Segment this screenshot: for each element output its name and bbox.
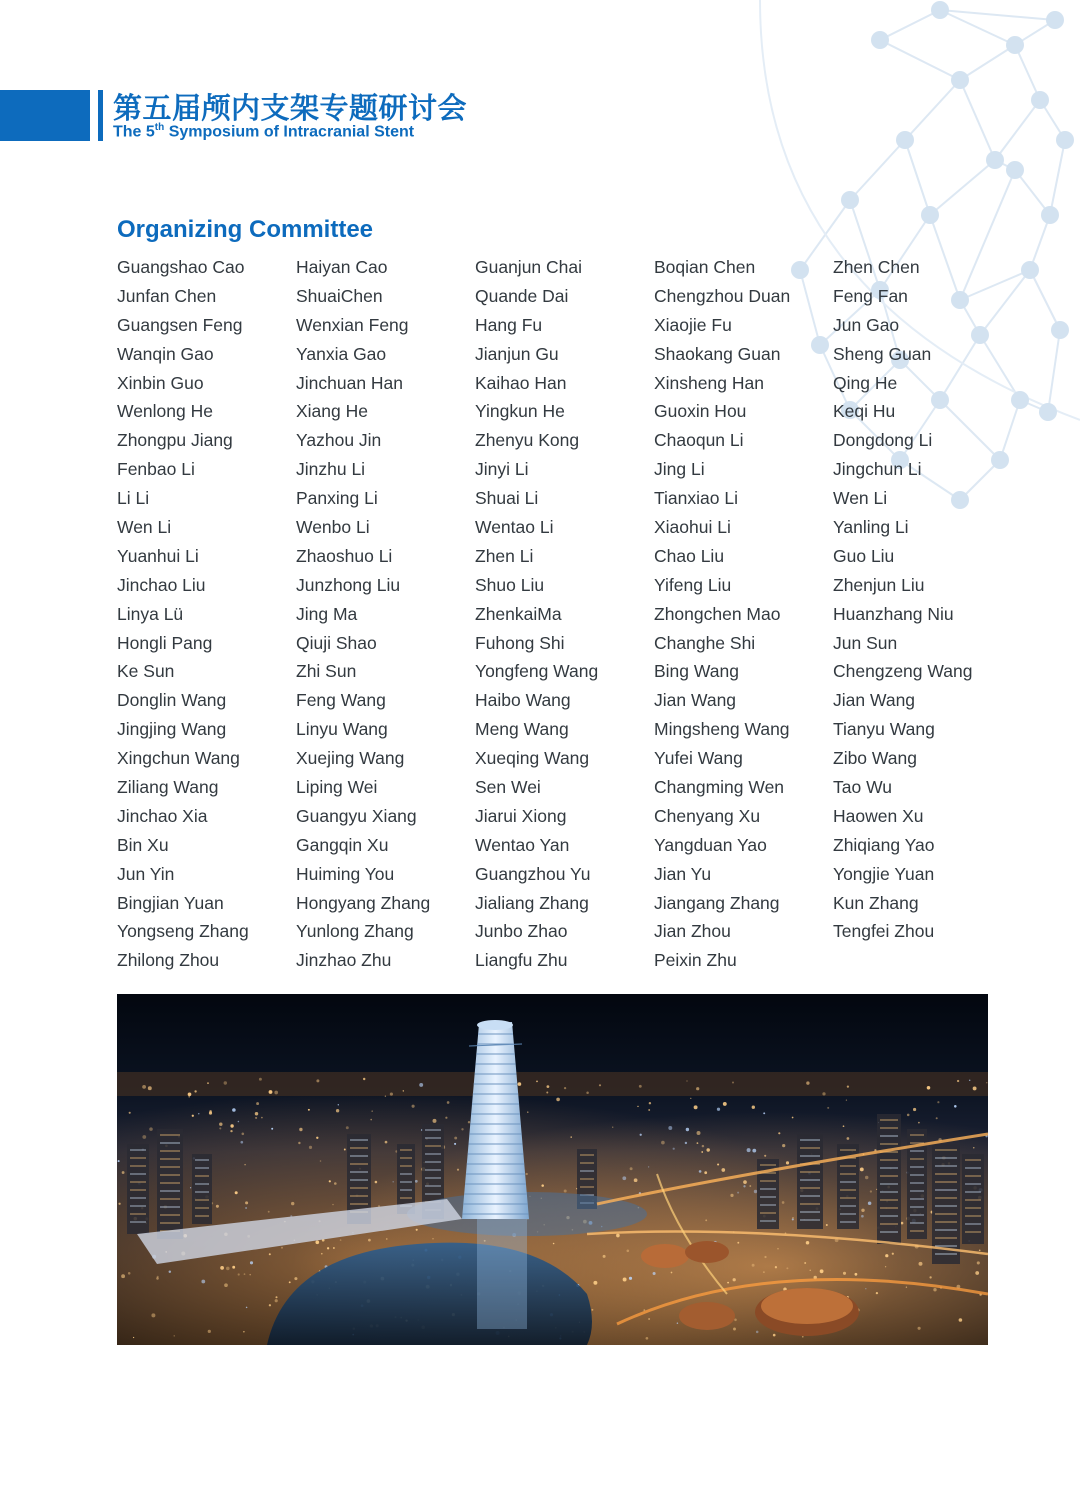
committee-member-name: Sen Wei — [475, 777, 541, 798]
committee-member-name: Jingjing Wang — [117, 719, 227, 740]
committee-member-name: Jinchao Liu — [117, 574, 206, 595]
empty-grid-cell — [833, 946, 997, 975]
committee-member-name: Linya Lü — [117, 603, 184, 624]
committee-member-name: Jianjun Gu — [475, 343, 559, 364]
committee-member-name: Fuhong Shi — [475, 632, 565, 653]
event-title-chinese: 第五届颅内支架专题研讨会 — [113, 93, 468, 125]
committee-member-name: Zhen Li — [475, 545, 534, 566]
committee-member-name: Dongdong Li — [833, 430, 933, 451]
committee-member-name: Xingchun Wang — [117, 748, 240, 769]
committee-member-name: Jian Wang — [654, 690, 737, 711]
committee-member-name: Linyu Wang — [296, 719, 388, 740]
committee-member-name: Zibo Wang — [833, 748, 917, 769]
committee-member-name: Jian Zhou — [654, 921, 731, 942]
committee-member-name: Keqi Hu — [833, 401, 896, 422]
committee-member-name: Junfan Chen — [117, 285, 217, 306]
night-cityscape-photo — [117, 994, 988, 1345]
committee-member-name: Meng Wang — [475, 719, 569, 740]
committee-member-name: Peixin Zhu — [654, 950, 737, 971]
committee-member-name: Li Li — [117, 488, 150, 509]
committee-member-name: Yazhou Jin — [296, 430, 382, 451]
committee-member-name: Jinchuan Han — [296, 372, 404, 393]
committee-member-name: Haowen Xu — [833, 805, 924, 826]
committee-member-name: Yongseng Zhang — [117, 921, 249, 942]
committee-member-name: Xinbin Guo — [117, 372, 204, 393]
committee-member-name: Quande Dai — [475, 285, 569, 306]
committee-member-name: Jun Gao — [833, 314, 900, 335]
committee-member-name: Feng Fan — [833, 285, 908, 306]
committee-member-name: Shuai Li — [475, 488, 539, 509]
committee-member-name: Wanqin Gao — [117, 343, 214, 364]
committee-member-name: Feng Wang — [296, 690, 386, 711]
committee-member-name: Kaihao Han — [475, 372, 567, 393]
committee-member-name: Chao Liu — [654, 545, 725, 566]
committee-member-name: Yufei Wang — [654, 748, 743, 769]
committee-member-name: Guangyu Xiang — [296, 805, 417, 826]
committee-member-name: Jiarui Xiong — [475, 805, 567, 826]
committee-member-name: Liping Wei — [296, 777, 378, 798]
committee-member-name: Huanzhang Niu — [833, 603, 954, 624]
committee-member-name: Mingsheng Wang — [654, 719, 790, 740]
committee-member-name: Zhenyu Kong — [475, 430, 580, 451]
committee-member-name: Xiaojie Fu — [654, 314, 732, 335]
committee-member-name: Junzhong Liu — [296, 574, 401, 595]
committee-member-name: Chengzhou Duan — [654, 285, 791, 306]
committee-member-name: Zhi Sun — [296, 661, 357, 682]
committee-member-name: Yuanhui Li — [117, 545, 199, 566]
committee-member-name: Zhiqiang Yao — [833, 834, 935, 855]
committee-member-name: Jinzhao Zhu — [296, 950, 392, 971]
committee-member-name: Tengfei Zhou — [833, 921, 935, 942]
committee-member-name: Yangduan Yao — [654, 834, 767, 855]
committee-member-name: Wenbo Li — [296, 517, 370, 538]
header-accent-bar — [0, 90, 90, 141]
committee-member-name: Hang Fu — [475, 314, 543, 335]
committee-member-name: Tao Wu — [833, 777, 893, 798]
committee-member-name: Haibo Wang — [475, 690, 571, 711]
committee-member-name: Jialiang Zhang — [475, 892, 589, 913]
committee-member-name: Jing Li — [654, 459, 705, 480]
committee-member-name: Yongjie Yuan — [833, 863, 935, 884]
committee-member-name: Guangzhou Yu — [475, 863, 591, 884]
committee-member-name: Chenyang Xu — [654, 805, 761, 826]
committee-member-name: Guangsen Feng — [117, 314, 243, 335]
committee-member-name: Shaokang Guan — [654, 343, 781, 364]
committee-member-name: Yunlong Zhang — [296, 921, 414, 942]
committee-member-name: ShuaiChen — [296, 285, 383, 306]
committee-member-name: Junbo Zhao — [475, 921, 568, 942]
committee-member-name: Jian Wang — [833, 690, 916, 711]
committee-member-name: Jinzhu Li — [296, 459, 366, 480]
committee-member-name: Xinsheng Han — [654, 372, 764, 393]
committee-member-name: Tianxiao Li — [654, 488, 738, 509]
committee-member-name: Bin Xu — [117, 834, 169, 855]
committee-member-name: Boqian Chen — [654, 257, 756, 277]
committee-member-name: Liangfu Zhu — [475, 950, 568, 971]
committee-member-name: Zhongpu Jiang — [117, 430, 233, 451]
committee-member-name: Yanxia Gao — [296, 343, 387, 364]
committee-member-name: Guo Liu — [833, 545, 895, 566]
committee-member-name: Ziliang Wang — [117, 777, 219, 798]
committee-member-name: Haiyan Cao — [296, 257, 388, 277]
section-heading: Organizing Committee — [117, 216, 374, 243]
committee-member-name: Xiang He — [296, 401, 368, 422]
committee-member-name: Bing Wang — [654, 661, 739, 682]
committee-member-name: Zhen Chen — [833, 257, 920, 277]
committee-member-name: Jun Sun — [833, 632, 898, 653]
committee-member-name: Xueqing Wang — [475, 748, 590, 769]
committee-member-name: Bingjian Yuan — [117, 892, 224, 913]
committee-member-name: Changhe Shi — [654, 632, 756, 653]
committee-member-name: Jingchun Li — [833, 459, 922, 480]
committee-member-name: Zhaoshuo Li — [296, 545, 393, 566]
committee-member-name: Sheng Guan — [833, 343, 932, 364]
committee-member-name: Yanling Li — [833, 517, 909, 538]
committee-member-name: Jinchao Xia — [117, 805, 208, 826]
committee-member-name: ZhenkaiMa — [475, 603, 562, 624]
committee-member-name: Zhilong Zhou — [117, 950, 220, 971]
committee-member-name: Yongfeng Wang — [475, 661, 599, 682]
committee-member-name: Jing Ma — [296, 603, 358, 624]
committee-member-name: Guanjun Chai — [475, 257, 583, 277]
committee-member-name: Guangshao Cao — [117, 257, 245, 277]
header-divider — [98, 90, 103, 141]
committee-member-name: Chengzeng Wang — [833, 661, 973, 682]
committee-member-name: Changming Wen — [654, 777, 785, 798]
committee-member-name: Zhongchen Mao — [654, 603, 781, 624]
committee-member-name: Wenlong He — [117, 401, 213, 422]
committee-member-name: Huiming You — [296, 863, 395, 884]
committee-member-name: Yingkun He — [475, 401, 565, 422]
committee-member-name: Jiangang Zhang — [654, 892, 780, 913]
committee-member-name: Hongli Pang — [117, 632, 213, 653]
committee-member-name: Guoxin Hou — [654, 401, 747, 422]
committee-member-name: Wentao Yan — [475, 834, 570, 855]
committee-member-name: Chaoqun Li — [654, 430, 744, 451]
committee-member-name: Wenxian Feng — [296, 314, 409, 335]
committee-member-name: Wen Li — [833, 488, 888, 509]
committee-member-name: Jun Yin — [117, 863, 175, 884]
committee-member-name: Kun Zhang — [833, 892, 919, 913]
event-title-english: The 5th Symposium of Intracranial Stent — [113, 122, 415, 141]
committee-member-name: Zhenjun Liu — [833, 574, 925, 595]
committee-member-name: Fenbao Li — [117, 459, 195, 480]
committee-member-name: Jinyi Li — [475, 459, 529, 480]
committee-member-name: Jian Yu — [654, 863, 712, 884]
committee-member-name: Shuo Liu — [475, 574, 545, 595]
committee-member-name: Donglin Wang — [117, 690, 227, 711]
committee-member-name: Xuejing Wang — [296, 748, 405, 769]
committee-member-name: Ke Sun — [117, 661, 175, 682]
committee-member-name: Hongyang Zhang — [296, 892, 431, 913]
committee-member-name: Wen Li — [117, 517, 172, 538]
committee-member-name: Yifeng Liu — [654, 574, 732, 595]
committee-member-name: Qiuji Shao — [296, 632, 377, 653]
committee-member-name: Tianyu Wang — [833, 719, 935, 740]
committee-member-name: Wentao Li — [475, 517, 554, 538]
committee-name-list — [117, 253, 997, 975]
committee-member-name: Panxing Li — [296, 488, 378, 509]
committee-member-name: Gangqin Xu — [296, 834, 389, 855]
committee-member-name: Xiaohui Li — [654, 517, 731, 538]
committee-member-name: Qing He — [833, 372, 898, 393]
